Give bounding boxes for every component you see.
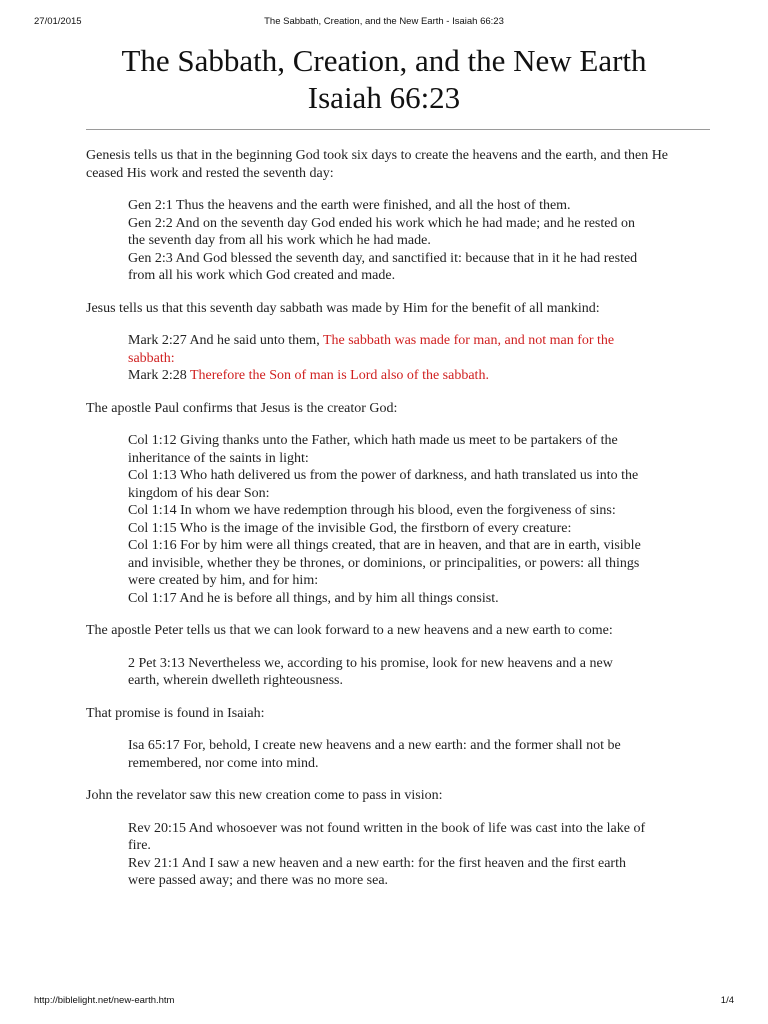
paragraph-john: John the revelator saw this new creation come to pass in vision:: [86, 788, 443, 803]
verse-gen-2-2: Gen 2:2 And on the seventh day God ended his work which he had made; and he rested on the seventh day from all his work which he had made.: [128, 215, 635, 248]
title-line-2: Isaiah 66:23: [307, 80, 461, 115]
paragraph-peter: The apostle Peter tells us that we can look forward to a new heavens and a new earth to come:: [86, 623, 613, 638]
article-content: [86, 147, 676, 905]
verse-isa-65-17: Isa 65:17 For, behold, I create new heavens and a new earth: and the former shall not be remembered, nor come into mind.: [128, 738, 621, 771]
paragraph-isaiah: That promise is found in Isaiah:: [86, 705, 265, 721]
verse-rev-21-1: Rev 21:1 And I saw a new heaven and a new earth: for the first heaven and the first earth were passed away; and there was no more sea.: [128, 855, 626, 888]
print-header: [34, 16, 734, 30]
verse-col-1-16: Col 1:16 For by him were all things created, that are in heaven, and that are in earth, visible and invisible, whether they be thrones, or dominions, or principalities, or powers: all things were created by him, and for him:: [128, 538, 641, 588]
page-number: 1/4: [720, 995, 734, 1006]
print-date: 27/01/2015: [34, 16, 82, 27]
verse-2-pet-3-13: 2 Pet 3:13 Nevertheless we, according to his promise, look for new heavens and a new earth, wherein dwelleth righteousness.: [128, 655, 613, 688]
verse-mark-2-28-words-of-jesus: Therefore the Son of man is Lord also of the sabbath.: [189, 368, 489, 383]
verse-gen-2-1: Gen 2:1 Thus the heavens and the earth were finished, and all the host of them.: [128, 198, 571, 213]
print-page-title: The Sabbath, Creation, and the New Earth - Isaiah 66:23: [264, 16, 504, 27]
print-url: http://biblelight.net/new-earth.htm: [34, 995, 175, 1006]
verse-col-1-17: Col 1:17 And he is before all things, and by him all things consist.: [128, 590, 499, 606]
title-block: [0, 42, 768, 116]
verse-mark-2-27-prefix: Mark 2:27 And he said unto them,: [128, 333, 323, 348]
quote-colossians: [128, 432, 646, 607]
verse-mark-2-27: [128, 332, 646, 367]
horizontal-rule: [86, 129, 710, 130]
verse-col-1-13: Col 1:13 Who hath delivered us from the power of darkness, and hath translated us into the kingdom of his dear Son:: [128, 468, 639, 501]
verse-mark-2-28: [128, 367, 646, 385]
verse-gen-2-3: Gen 2:3 And God blessed the seventh day, and sanctified it: because that in it he had rested from all his work which God created and made.: [128, 250, 638, 283]
page-title: [0, 42, 768, 116]
verse-rev-20-15: Rev 20:15 And whosoever was not found written in the book of life was cast into the lake of fire.: [128, 820, 646, 853]
quote-mark: [128, 332, 646, 385]
paragraph-paul: The apostle Paul confirms that Jesus is the creator God:: [86, 400, 398, 416]
quote-isaiah: [128, 737, 646, 772]
verse-mark-2-27-words-of-jesus: The sabbath was made for man, and not man for the sabbath:: [128, 333, 615, 366]
verse-mark-2-28-prefix: Mark 2:28: [128, 368, 190, 383]
quote-2-peter: [128, 655, 646, 690]
quote-genesis: [128, 197, 646, 285]
verse-col-1-15: Col 1:15 Who is the image of the invisible God, the firstborn of every creature:: [128, 520, 572, 536]
title-line-1: The Sabbath, Creation, and the New Earth: [121, 43, 647, 78]
quote-revelation: [128, 820, 646, 890]
paragraph-jesus: Jesus tells us that this seventh day sabbath was made by Him for the benefit of all mankind:: [86, 300, 600, 316]
verse-col-1-14: Col 1:14 In whom we have redemption through his blood, even the forgiveness of sins:: [128, 503, 616, 518]
print-footer: [34, 995, 734, 1009]
verse-col-1-12: Col 1:12 Giving thanks unto the Father, which hath made us meet to be partakers of the inheritance of the saints in light:: [128, 433, 618, 466]
paragraph-genesis: Genesis tells us that in the beginning God took six days to create the heavens and the earth, and then He ceased His work and rested the seventh day:: [86, 148, 669, 181]
